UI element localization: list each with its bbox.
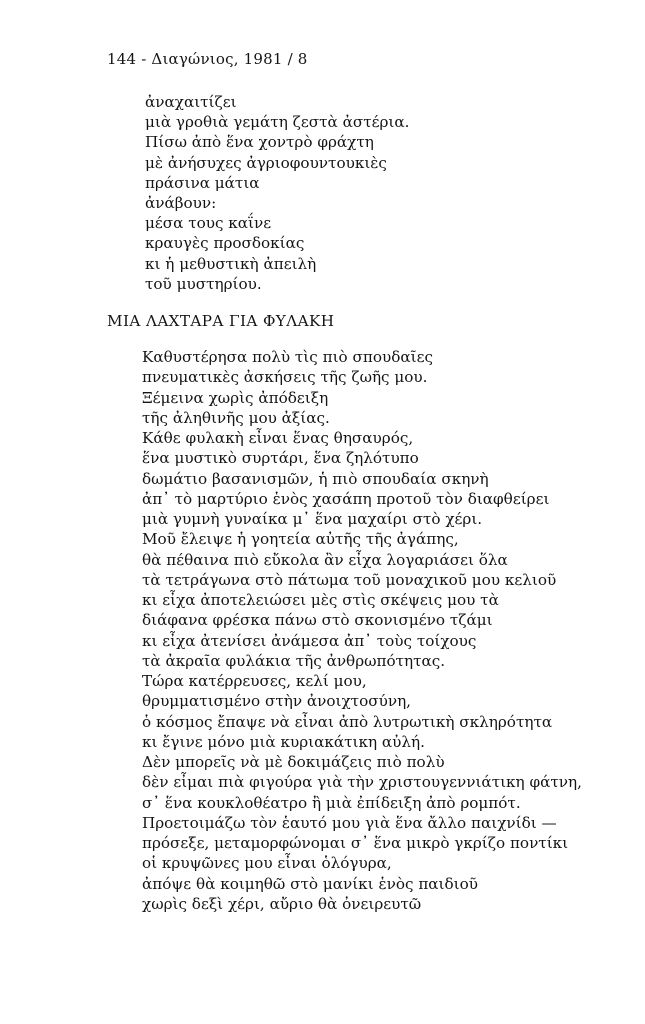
- poem-line: ὁ κόσμος ἔπαψε νὰ εἶναι ἀπὸ λυτρωτικὴ σκληρότητα: [142, 712, 553, 731]
- poem-line: Καθυστέρησα πολὺ τὶς πιὸ σπουδαῖες: [142, 348, 433, 366]
- poem-line: Δὲν μπορεῖς νὰ μὲ δοκιμάζεις πιὸ πολὺ: [142, 753, 445, 771]
- poem-line: κι ἔγινε μόνο μιὰ κυριακάτικη αὐλή.: [142, 732, 425, 751]
- poem-continuation: [145, 92, 409, 294]
- poem-line: κι εἶχα ἀτενίσει ἀνάμεσα ἀπ᾽ τοὺς τοίχους: [142, 631, 477, 650]
- poem-line: πρόσεξε, μεταμορφώνομαι σ᾽ ἕνα μικρὸ γκρίζο ποντίκι: [142, 834, 569, 852]
- poem-line: μιὰ γυμνὴ γυναίκα μ᾽ ἕνα μαχαίρι στὸ χέρι.: [142, 510, 483, 528]
- poem-line: δωμάτιο βασανισμῶν, ἡ πιὸ σπουδαία σκηνὴ: [142, 469, 489, 488]
- poem-line: διάφανα φρέσκα πάνω στὸ σκονισμένο τζάμι: [142, 611, 493, 630]
- poem-line: Πίσω ἀπὸ ἕνα χοντρὸ φράχτη: [145, 133, 374, 152]
- poem-line: οἱ κρυψῶνες μου εἶναι ὁλόγυρα,: [142, 854, 392, 873]
- poem-line: ἀναχαιτίζει: [145, 93, 237, 111]
- poem-line: δὲν εἶμαι πιὰ φιγούρα γιὰ τὴν χριστουγεννιάτικη φάτνη,: [142, 773, 582, 792]
- page-header: 144 - Διαγώνιος, 1981 / 8: [107, 50, 308, 68]
- poem-line: τὰ ἀκραῖα φυλάκια τῆς ἀνθρωπότητας.: [142, 651, 446, 670]
- poem-line: ἀνάβουν:: [145, 193, 217, 212]
- poem-line: Ξέμεινα χωρὶς ἀπόδειξη: [142, 388, 329, 407]
- poem-line: μέσα τους καΐνε: [145, 214, 272, 233]
- poem-line: τοῦ μυστηρίου.: [145, 274, 262, 293]
- poem-line: Τώρα κατέρρευσες, κελί μου,: [142, 672, 367, 690]
- poem-line: θὰ πέθαινα πιὸ εὔκολα ἂν εἶχα λογαριάσει ὅλα: [142, 550, 508, 569]
- poem-line: κραυγὲς προσδοκίας: [145, 234, 305, 253]
- poem-line: χωρὶς δεξὶ χέρι, αὔριο θὰ ὀνειρευτῶ: [142, 894, 422, 913]
- poem-body: [142, 347, 582, 914]
- poem-title: ΜΙΑ ΛΑΧΤΑΡΑ ΓΙΑ ΦΥΛΑΚΗ: [107, 312, 335, 330]
- poem-line: ἀπ᾽ τὸ μαρτύριο ἑνὸς χασάπη προτοῦ τὸν διαφθείρει: [142, 489, 550, 508]
- poem-line: πνευματικὲς ἀσκήσεις τῆς ζωῆς μου.: [142, 368, 428, 387]
- poem-line: μιὰ γροθιὰ γεμάτη ζεστὰ ἀστέρια.: [145, 113, 410, 132]
- poem-line: κι ἡ μεθυστικὴ ἀπειλὴ: [145, 254, 317, 273]
- poem-line: Κάθε φυλακὴ εἶναι ἕνας θησαυρός,: [142, 429, 414, 447]
- poem-line: μὲ ἀνήσυχες ἀγριοφουντουκιὲς: [145, 153, 387, 172]
- poem-line: σ᾽ ἕνα κουκλοθέατρο ἢ μιὰ ἐπίδειξη ἀπὸ ρομπότ.: [142, 793, 521, 812]
- poem-line: κι εἶχα ἀποτελειώσει μὲς στὶς σκέψεις μου τὰ: [142, 591, 499, 609]
- poem-line: πράσινα μάτια: [145, 173, 260, 192]
- poem-line: Μοῦ ἔλειψε ἡ γοητεία αὐτῆς τῆς ἀγάπης,: [142, 530, 459, 549]
- poem-line: ἀπόψε θὰ κοιμηθῶ στὸ μανίκι ἑνὸς παιδιοῦ: [142, 874, 478, 893]
- poem-line: θρυμματισμένο στὴν ἀνοιχτοσύνη,: [142, 692, 411, 711]
- poem-line: τῆς ἀληθινῆς μου ἀξίας.: [142, 408, 330, 427]
- poem-line: Προετοιμάζω τὸν ἑαυτό μου γιὰ ἕνα ἄλλο παιχνίδι —: [142, 813, 557, 832]
- poem-line: ἕνα μυστικὸ συρτάρι, ἕνα ζηλότυπο: [142, 449, 419, 468]
- poem-line: τὰ τετράγωνα στὸ πάτωμα τοῦ μοναχικοῦ μου κελιοῦ: [142, 570, 557, 589]
